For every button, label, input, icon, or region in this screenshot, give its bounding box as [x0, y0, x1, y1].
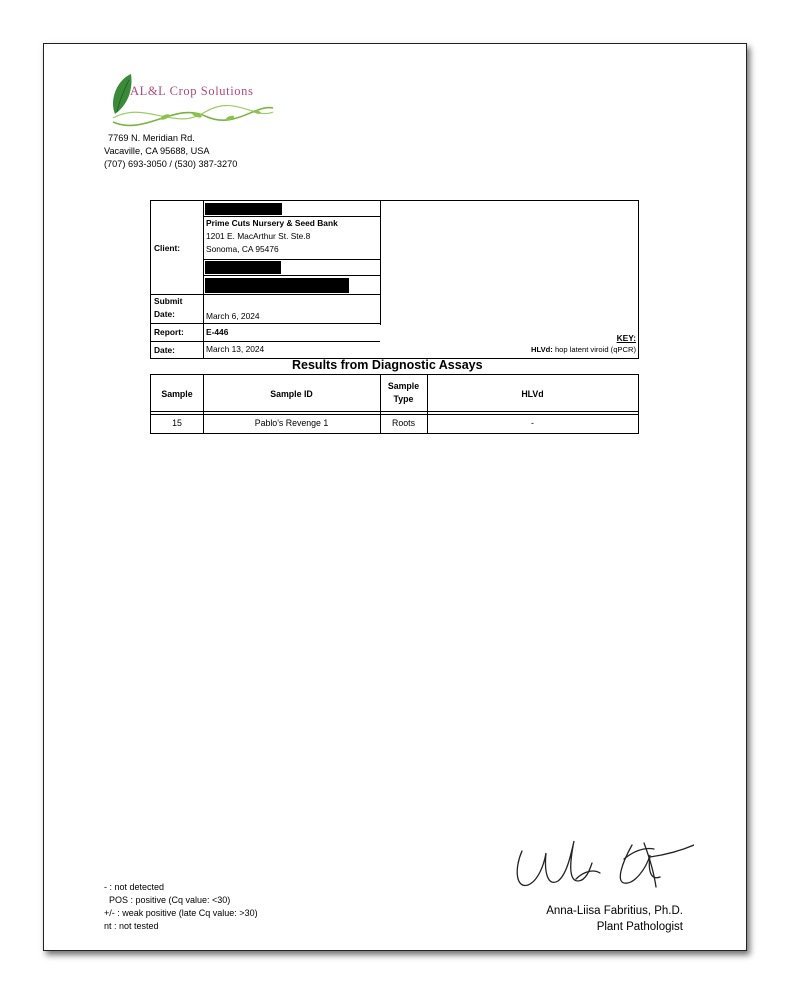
- header-sample: Sample: [161, 389, 193, 399]
- company-address: [104, 132, 237, 171]
- redaction-bar: [205, 261, 281, 274]
- redaction-bar: [205, 203, 282, 215]
- cell-sample: 15: [172, 418, 182, 428]
- client-name: Prime Cuts Nursery & Seed Bank: [206, 218, 338, 228]
- phone-line: (707) 693-3050 / (530) 387-3270: [104, 159, 238, 169]
- results-table: [150, 374, 639, 434]
- cell-sample-type: Roots: [392, 418, 415, 428]
- signer-block: [519, 903, 683, 935]
- client-info-table: [150, 200, 639, 359]
- address-line-2: Vacaville, CA 95688, USA: [104, 146, 210, 156]
- report-date-label: Date:: [154, 345, 175, 355]
- report-date-value: March 13, 2024: [206, 344, 265, 354]
- signer-title: Plant Pathologist: [596, 921, 683, 933]
- legend-line: - : not detected: [104, 882, 165, 892]
- submit-date-label: Date:: [154, 309, 175, 319]
- legend-line: +/- : weak positive (late Cq value: >30): [104, 908, 258, 918]
- header-hlvd: HLVd: [521, 389, 544, 399]
- cell-sample-id: Pablo's Revenge 1: [254, 418, 329, 428]
- results-title: Results from Diagnostic Assays: [292, 358, 483, 372]
- signer-name: Anna-Liisa Fabritius, Ph.D.: [546, 905, 683, 917]
- report-label: Report:: [154, 327, 184, 337]
- client-address-1: 1201 E. MacArthur St. Ste.8: [206, 231, 311, 241]
- company-logo: [105, 72, 275, 130]
- report-value: E-446: [206, 327, 229, 337]
- submit-label: Submit: [154, 296, 183, 306]
- cell-hlvd: -: [531, 418, 534, 428]
- company-logo-text: AL&L Crop Solutions: [130, 84, 254, 98]
- key-title: KEY:: [616, 333, 636, 343]
- address-line-1: 7769 N. Meridian Rd.: [108, 133, 195, 143]
- report-page: [43, 43, 747, 951]
- result-legend: [104, 881, 258, 933]
- header-sample-type: Sample Type: [387, 381, 420, 404]
- header-sample-id: Sample ID: [270, 389, 313, 399]
- legend-line: nt : not tested: [104, 921, 159, 931]
- client-label: Client:: [154, 243, 181, 253]
- submit-date-value: March 6, 2024: [206, 311, 260, 321]
- client-address-2: Sonoma, CA 95476: [206, 244, 279, 254]
- signature: [504, 829, 694, 899]
- key-entry: HLVd: hop latent viroid (qPCR): [531, 345, 636, 354]
- legend-line: POS : positive (Cq value: <30): [109, 895, 231, 905]
- redaction-bar: [205, 278, 349, 293]
